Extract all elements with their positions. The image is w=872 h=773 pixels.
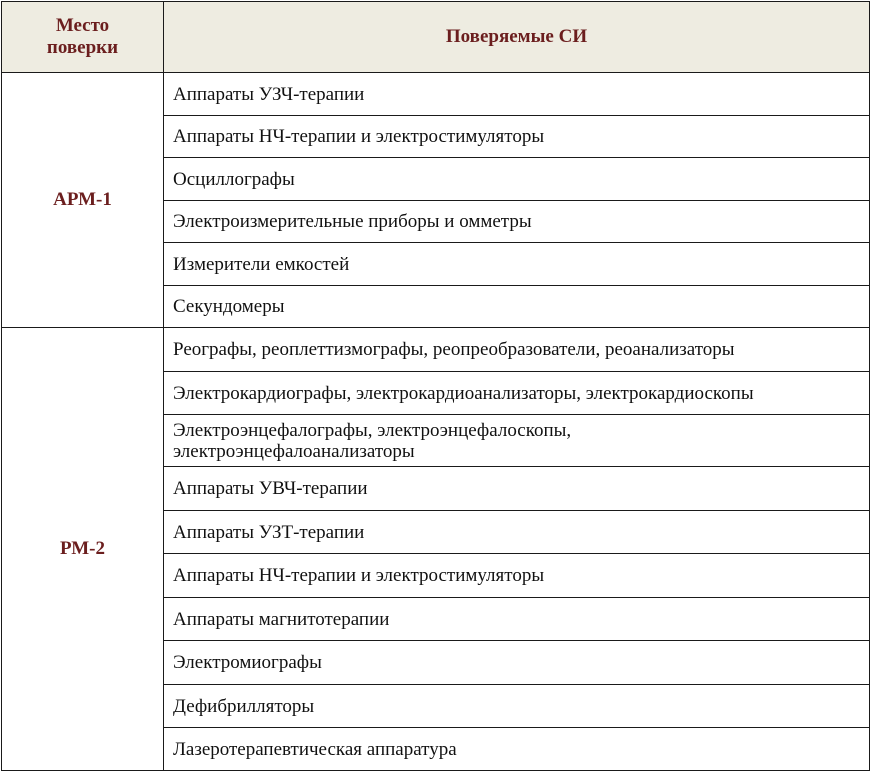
instruments-header: Поверяемые СИ [164, 2, 870, 73]
instrument-cell: Реографы, реоплеттизмографы, реопреобразователи, реоанализаторы [164, 328, 870, 372]
instrument-cell: Аппараты УЗЧ-терапии [164, 73, 870, 116]
instrument-cell: Осциллографы [164, 158, 870, 201]
instrument-cell: Аппараты УВЧ-терапии [164, 467, 870, 511]
place-header-line2: поверки [46, 37, 119, 58]
instrument-cell: Аппараты НЧ-терапии и электростимуляторы [164, 116, 870, 158]
place-cell-arm1: АРМ-1 [2, 73, 164, 328]
instrument-cell: Лазеротерапевтическая аппаратура [164, 728, 870, 771]
verification-table [1, 1, 870, 771]
place-cell-rm2: РМ-2 [2, 328, 164, 771]
table-row [2, 328, 870, 372]
table-row [2, 73, 870, 116]
place-header [2, 2, 164, 73]
instrument-cell: Аппараты УЗТ-терапии [164, 511, 870, 554]
instrument-cell-text: Электроэнцефалографы, электроэнцефалоскопы, электроэнцефалоанализаторы [173, 419, 572, 462]
instrument-cell: Электромиографы [164, 641, 870, 685]
instrument-cell: Аппараты магнитотерапии [164, 598, 870, 641]
place-header-line1: Место [55, 15, 110, 36]
header-row [2, 2, 870, 73]
instrument-cell: Аппараты НЧ-терапии и электростимуляторы [164, 554, 870, 598]
instrument-cell: Электрокардиографы, электрокардиоанализаторы, электрокардиоскопы [164, 372, 870, 415]
instrument-cell: Дефибрилляторы [164, 685, 870, 728]
instrument-cell: Электроизмерительные приборы и омметры [164, 201, 870, 243]
instrument-cell [164, 415, 870, 467]
instrument-cell: Измерители емкостей [164, 243, 870, 286]
instrument-cell: Секундомеры [164, 286, 870, 328]
